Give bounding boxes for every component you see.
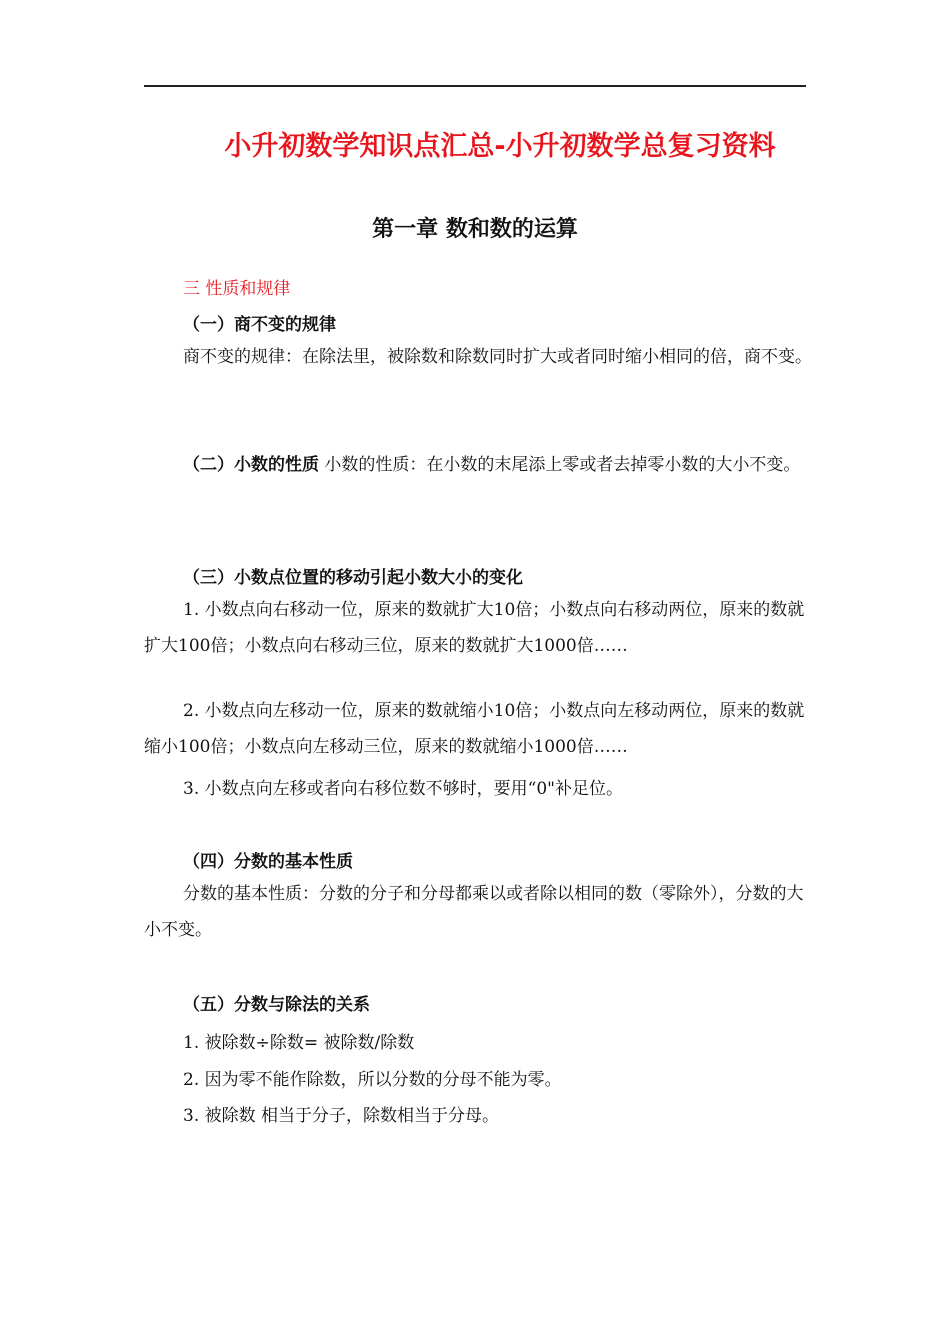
subsection-heading-1: （一）商不变的规律 xyxy=(183,315,336,335)
paragraph-move-left: 2. 小数点向左移动一位，原来的数就缩小10倍；小数点向左移动两位，原来的数就缩小100倍；小数点向左移动三位，原来的数就缩小1000倍…… xyxy=(144,701,805,757)
section-heading: 三 性质和规律 xyxy=(183,279,291,299)
list-item-1: 1. 被除数÷除数= 被除数/除数 xyxy=(183,1033,415,1053)
document-title: 小升初数学知识点汇总-小升初数学总复习资料 xyxy=(224,131,776,162)
subsection-heading-5: （五）分数与除法的关系 xyxy=(183,995,370,1015)
paragraph-move-right: 1. 小数点向右移动一位，原来的数就扩大10倍；小数点向右移动两位，原来的数就扩大100倍；小数点向右移动三位，原来的数就扩大1000倍…… xyxy=(144,600,805,656)
list-item-2: 2. 因为零不能作除数，所以分数的分母不能为零。 xyxy=(183,1070,562,1090)
decimal-property-text: 小数的性质：在小数的末尾添上零或者去掉零小数的大小不变。 xyxy=(324,455,801,475)
paragraph-quotient-rule: 商不变的规律：在除法里，被除数和除数同时扩大或者同时缩小相同的倍，商不变。 xyxy=(183,347,812,367)
paragraph-fill-zero: 3. 小数点向左移或者向右移位数不够时，要用“0"补足位。 xyxy=(183,779,623,799)
header-rule xyxy=(144,85,806,87)
subsection-heading-4: （四）分数的基本性质 xyxy=(183,852,353,872)
list-item-3: 3. 被除数 相当于分子，除数相当于分母。 xyxy=(183,1106,500,1126)
paragraph-decimal-property xyxy=(144,447,816,483)
subsection-heading-3: （三）小数点位置的移动引起小数大小的变化 xyxy=(183,568,523,588)
chapter-heading: 第一章 数和数的运算 xyxy=(372,217,578,242)
subsection-heading-2: （二）小数的性质 xyxy=(183,455,319,475)
paragraph-fraction-property: 分数的基本性质：分数的分子和分母都乘以或者除以相同的数（零除外），分数的大小不变。 xyxy=(144,884,804,940)
